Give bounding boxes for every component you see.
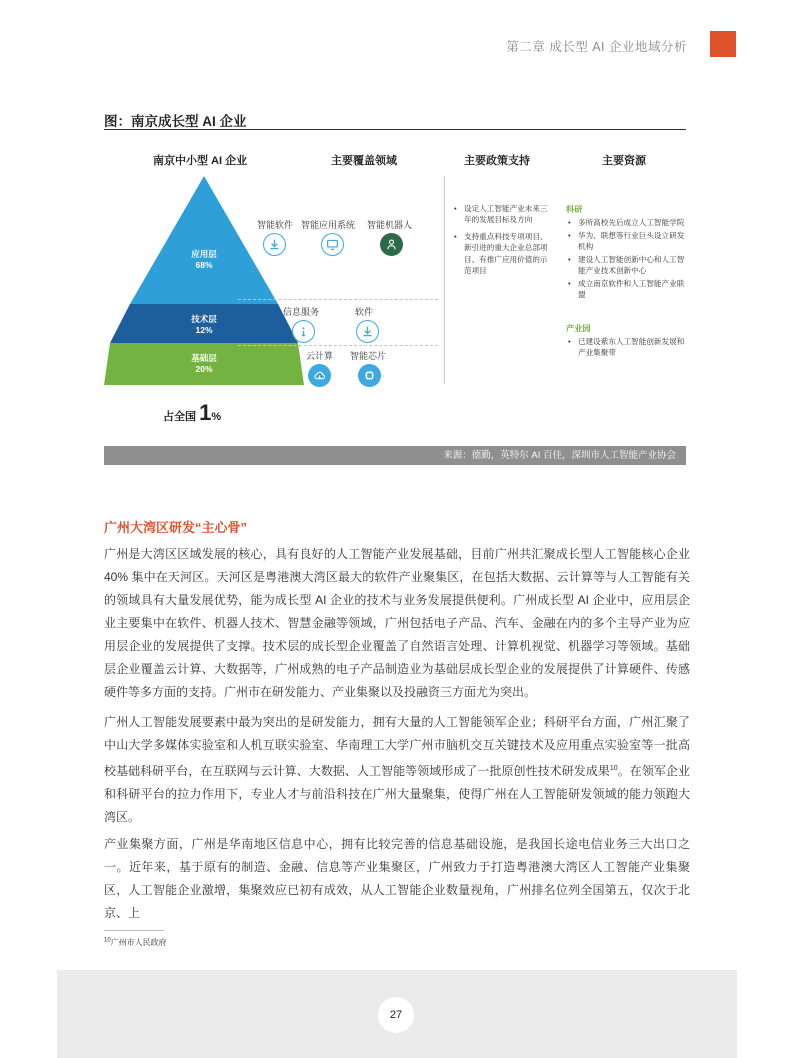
page-number: 27	[378, 997, 414, 1033]
paragraph-2-text-end: 。在领军企业和科研平台的拉力作用下，专业人才与前沿科技在广州大量聚集，使得广州在人工智能研发领域的能力领跑大湾区。	[104, 764, 690, 824]
download-icon	[356, 320, 379, 343]
coverage-divider-2	[238, 345, 438, 346]
monitor-icon	[321, 233, 344, 256]
paragraph-2	[104, 711, 690, 829]
coverage-software-label: 软件	[355, 307, 374, 317]
resource-item: • 多所高校先后成立人工智能学院	[566, 217, 690, 228]
footnote-number: 10	[104, 937, 111, 944]
column-head-coverage: 主要覆盖领域	[331, 155, 397, 167]
column-head-resources: 主要资源	[602, 155, 646, 167]
policy-list	[452, 203, 552, 281]
download-icon	[263, 233, 286, 256]
coverage-divider-1	[238, 299, 438, 300]
section-title: 广州大湾区研发“主心骨”	[104, 520, 248, 535]
policy-item: • 支持重点科技专项项目、新引进的重大企业总部项目、有推广应用价值的示范项目	[452, 231, 552, 277]
footnote-text: 广州市人民政府	[110, 938, 167, 947]
coverage-chip-label: 智能芯片	[350, 351, 387, 361]
resources-research-title: 科研	[566, 205, 583, 214]
pyramid-app-layer	[130, 176, 278, 304]
pyramid-label-app	[174, 249, 234, 271]
figure-title-rule	[104, 129, 686, 130]
nation-share	[163, 400, 221, 426]
layer-name: 应用层	[191, 249, 217, 259]
resource-item: • 成立南京软件和人工智能产业联盟	[566, 278, 690, 300]
resource-item: • 已建设紫东人工智能创新发展和产业集聚带	[566, 336, 690, 358]
coverage-cloud-label: 云计算	[306, 351, 334, 361]
nation-share-value: 1	[199, 400, 212, 425]
policy-divider	[444, 176, 445, 384]
layer-pct: 12%	[195, 325, 213, 335]
robot-person-icon	[380, 233, 403, 256]
layer-name: 基础层	[191, 353, 217, 363]
header-accent-square	[710, 31, 736, 57]
policy-item: • 设定人工智能产业未来三年的发展目标及方向	[452, 203, 552, 226]
layer-pct: 20%	[195, 364, 213, 374]
column-head-policy: 主要政策支持	[464, 155, 530, 167]
chapter-title: 第二章 成长型 AI 企业地域分析	[506, 40, 687, 54]
resources-research-list	[566, 217, 690, 302]
chip-icon	[358, 364, 381, 387]
figure-title: 图：南京成长型 AI 企业	[104, 114, 247, 129]
coverage-smart-software-label: 智能软件	[257, 220, 294, 230]
layer-pct: 68%	[195, 260, 213, 270]
resource-item: • 华为、联想等行业巨头设立研发机构	[566, 230, 690, 252]
column-head-enterprises: 南京中小型 AI 企业	[153, 155, 248, 167]
coverage-smart-system-label: 智能应用系统	[301, 220, 356, 230]
paragraph-2-text: 广州人工智能发展要素中最为突出的是研发能力，拥有大量的人工智能领军企业；科研平台方面，广州汇聚了中山大学多媒体实验室和人机互联实验室、华南理工大学广州市脑机交互关键技术及应用重点实验室等一批高校基础科研平台，在互联网与云计算、大数据、人工智能等领域形成了一批原创性技术研发成果	[104, 715, 690, 778]
coverage-info-service-label: 信息服务	[283, 307, 320, 317]
pyramid-label-base	[174, 353, 234, 375]
info-icon	[292, 320, 315, 343]
layer-name: 技术层	[191, 314, 217, 324]
figure-source: 来源：德勤，英特尔 AI 百佳，深圳市人工智能产业协会	[104, 446, 686, 465]
footnote	[104, 937, 167, 948]
paragraph-3: 产业集聚方面，广州是华南地区信息中心，拥有比较完善的信息基础设施，是我国长途电信业务三大出口之一。近年来，基于原有的制造、金融、信息等产业集聚区，广州致力于打造粤港澳大湾区人工智能产业集聚区，人工智能企业激增，集聚效应已初有成效，从人工智能企业数量视角，广州排名位列全国第五，仅次于北京、上	[104, 837, 690, 920]
resources-industry-list	[566, 336, 690, 363]
nation-share-prefix: 占全国	[163, 411, 196, 423]
cloud-icon	[308, 364, 331, 387]
pyramid-label-tech	[174, 314, 234, 336]
coverage-robot-label: 智能机器人	[367, 220, 413, 230]
nation-share-unit: %	[211, 411, 222, 423]
resources-industry-title: 产业园	[566, 324, 591, 333]
paragraph-1: 广州是大湾区区域发展的核心，具有良好的人工智能产业发展基础，目前广州共汇聚成长型人工智能核心企业 40% 集中在天河区。天河区是粤港澳大湾区最大的软件产业聚集区，在包括大数据、云计算等与人工智能有关的领域具有大量发展优势，能为成长型 AI 企业的技术与业务发展提供便利。广州成长型 AI 企业中，应用层企业主要集中在软件、机器人技术、智慧金融等领域，广州包括电子产品、汽车、金融在内的多个主导产业为应用层企业的发展提供了支撑。技术层的成长型企业覆盖了自然语言处理、计算机视觉、机器学习等领域。基础层企业覆盖云计算、大数据等，广州成熟的电子产品制造业为基础层成长型企业的发展提供了计算硬件、传感硬件等多方面的支持。广州市在研发能力、产业集聚以及投融资三方面尤为突出。	[104, 547, 690, 699]
footnote-rule	[104, 930, 164, 931]
footnote-ref: 10	[609, 765, 618, 772]
resource-item: • 建设人工智能创新中心和人工智能产业技术创新中心	[566, 254, 690, 276]
